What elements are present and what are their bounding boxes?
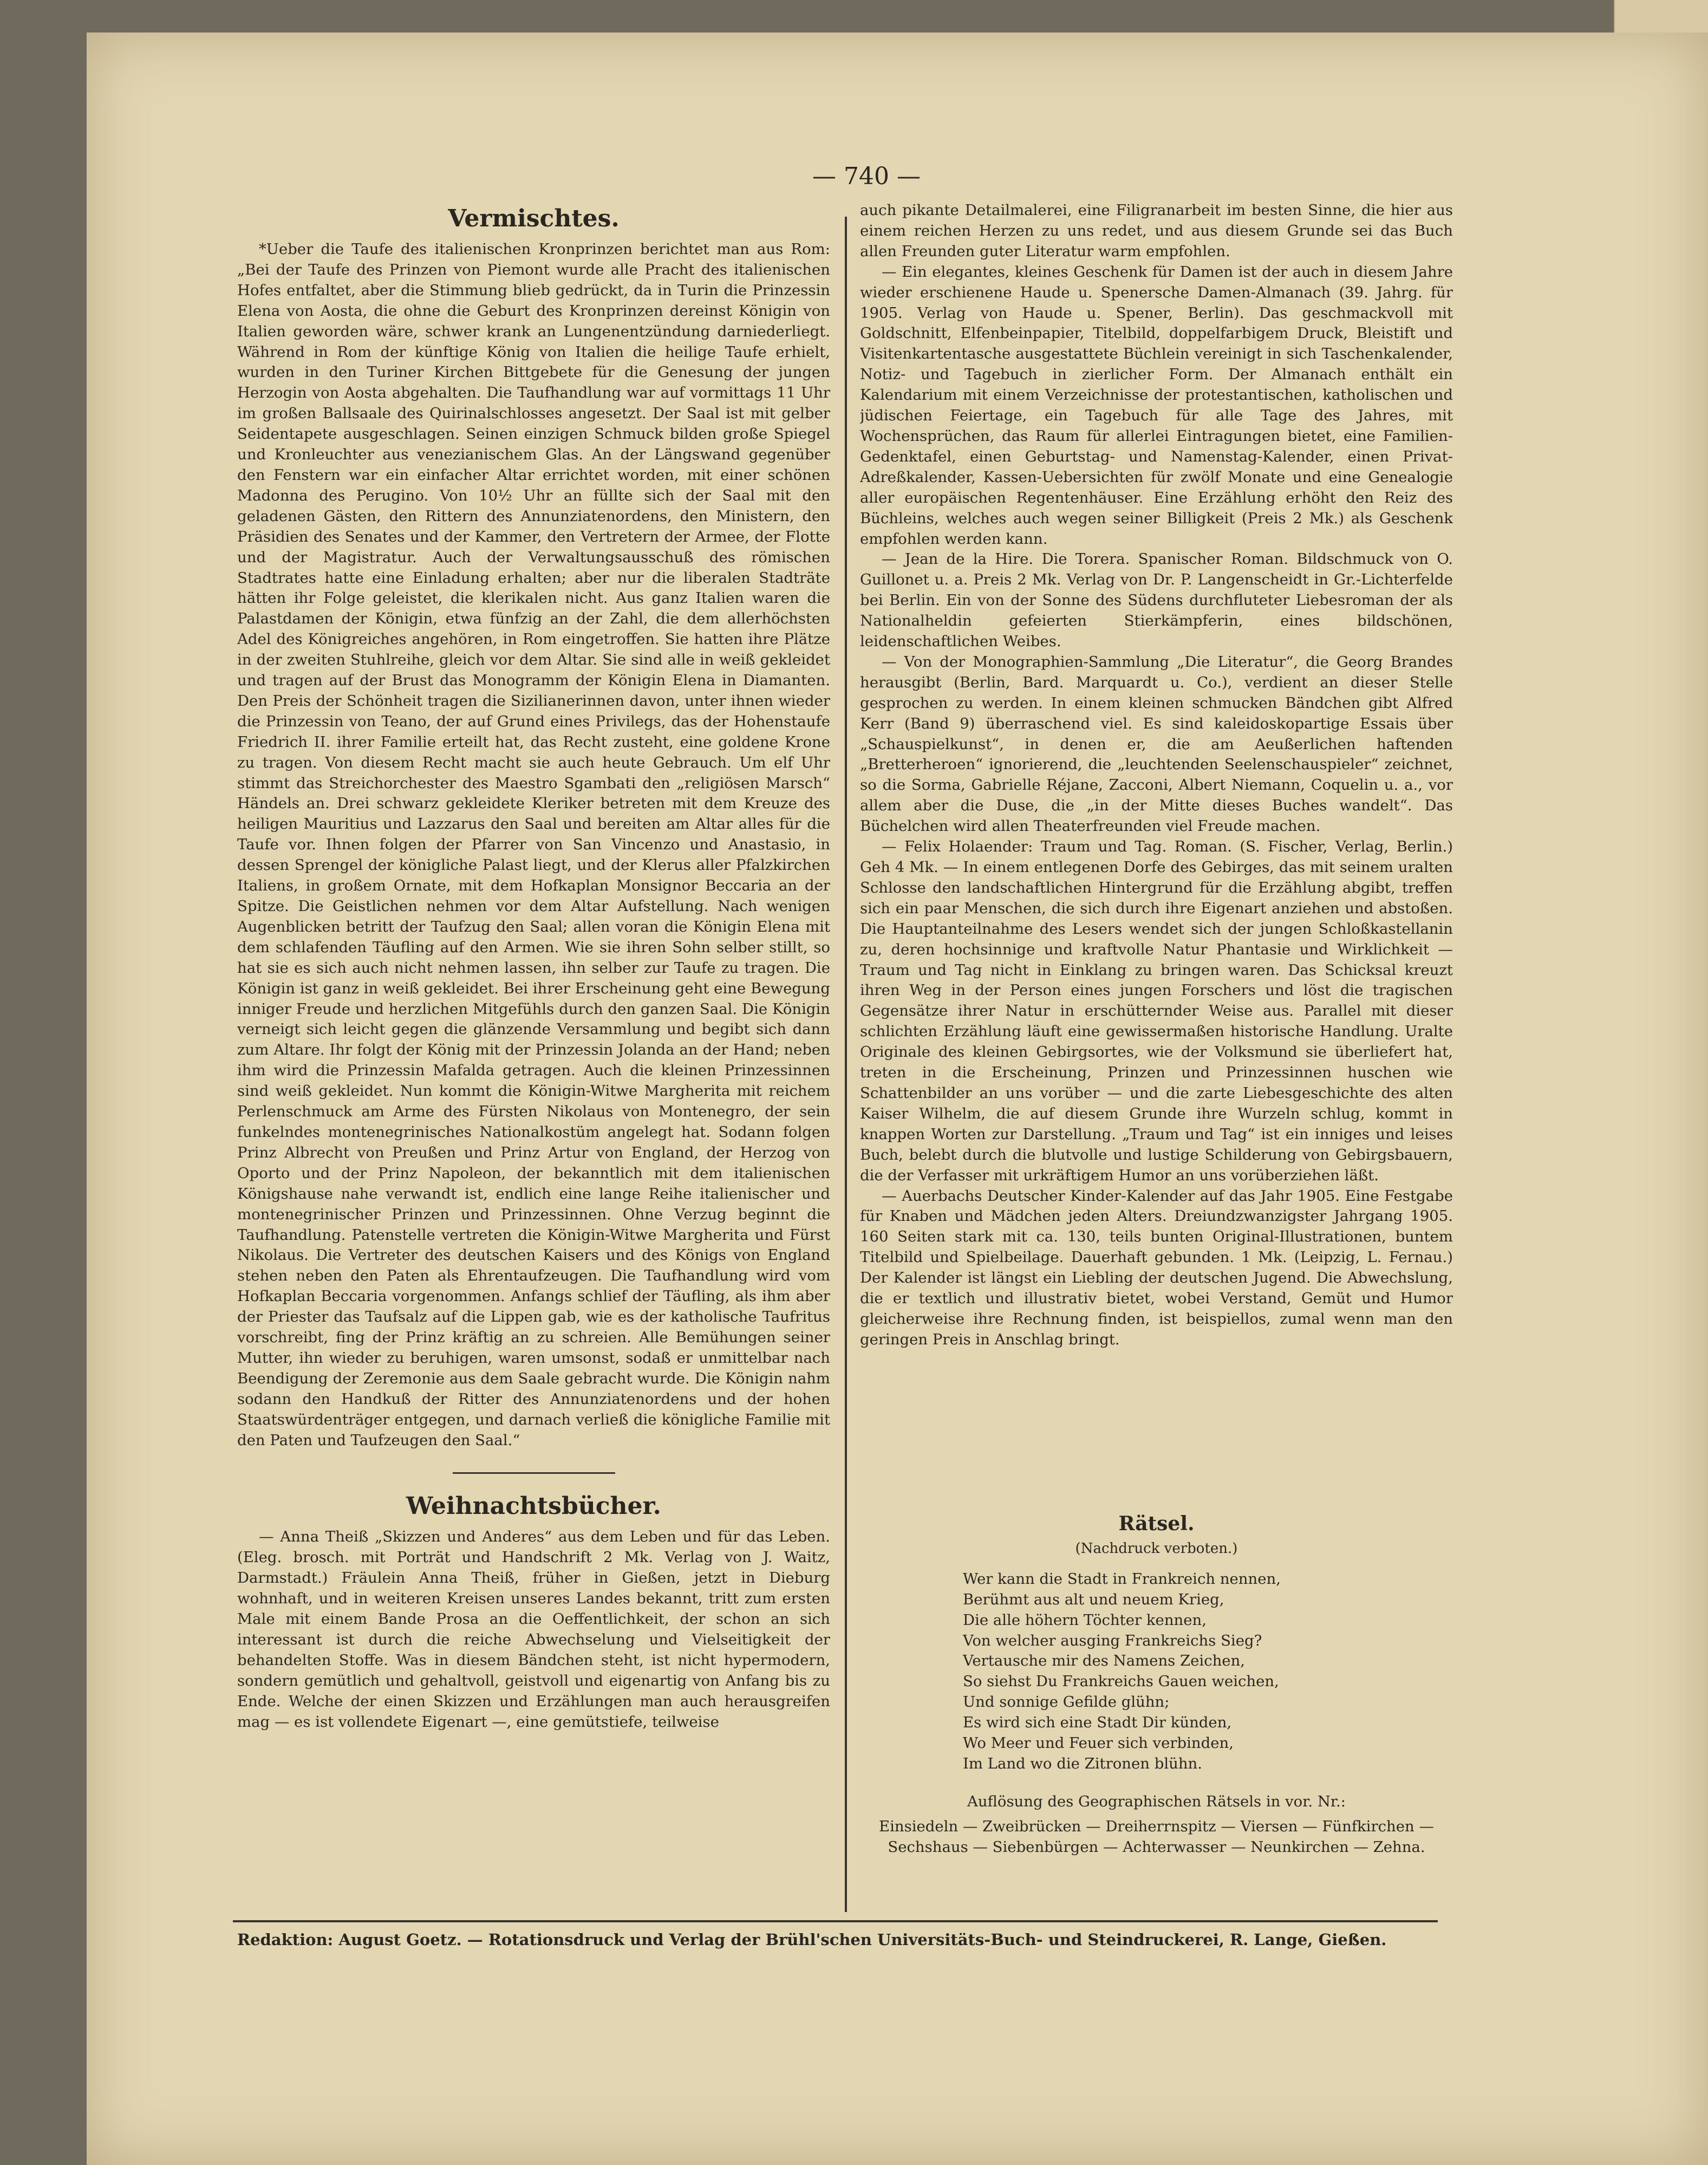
raetsel-title: Rätsel. [1118,1512,1195,1535]
section-heading-vermischtes: Vermischtes. [448,205,620,232]
verse-line: Es wird sich eine Stadt Dir künden, [963,1714,1232,1732]
article-taufe: *Ueber die Taufe des italienischen Kronprinzen berichtet man aus Rom: „Bei der Taufe des Prinzen von Piemont wurde alle Pracht des italienischen Hofes entfaltet, aber die Stimmung blieb gedrückt, da in Turin die Prinzessin Elena von Aosta, die ohne die Geburt des Kronprinzen dereinst Königin von Italien geworden wäre, schwer krank an Lungenentzündung darniederliegt. Während in Rom der künftige König von Italien die heilige Taufe erhielt, wurden in den Turiner Kirchen Bittgebete für die Genesung der jungen Herzogin von Aosta abgehalten. Die Taufhandlung war auf vormittags 11 Uhr im großen Ballsaale des Quirinalschlosses angesetzt. Der Saal ist mit gelber Seidentapete ausgeschlagen. Seinen einzigen Schmuck bilden große Spiegel und Kronleuchter aus venezianischem Glas. An der Längswand gegenüber den Fenstern war ein einfacher Altar errichtet worden, mit einer schönen Madonna des Perugino. Von 10½ Uhr an füllte sich der Saal mit den geladenen Gästen, den Rittern des Annunziatenordens, den Ministern, den Präsidien des Senates und der Kammer, den Vertretern der Armee, der Flotte und der Magistratur. Auch der Verwaltungsausschuß des römischen Stadtrates hatte eine Einladung erhalten; aber nur die liberalen Stadträte hätten ihr Folge geleistet, die klerikalen nicht. Aus ganz Italien waren die Palastdamen der Königin, etwa fünfzig an der Zahl, die dem allerhöchsten Adel des Königreiches angehören, in Rom eingetroffen. Sie hatten ihre Plätze in der zweiten Stuhlreihe, gleich vor dem Altar. Sie sind alle in weiß gekleidet und tragen auf der Brust das Monogramm der Königin Elena in Diamanten. Den Preis der Schönheit tragen die Sizilianerinnen davon, unter ihnen wieder die Prinzessin von Teano, der auf Grund eines Privilegs, das der Hohenstaufe Friedrich II. ihrer Familie erteilt hat, das Recht zusteht, eine goldene Krone zu tragen. Von diesem Recht macht sie auch heute Gebrauch. Um elf Uhr stimmt das Streichorchester des Maestro Sgambati den „religiösen Marsch“ Händels an. Drei schwarz gekleidete Kleriker betreten mit dem Kreuze des heiligen Mauritius und Lazzarus den Saal und bereiten am Altar alles für die Taufe vor. Ihnen folgen der Pfarrer von San Vincenzo und Anastasio, in dessen Sprengel der königliche Palast liegt, und der Klerus aller Pfalzkirchen Italiens, in großem Ornate, mit dem Hofkaplan Monsignor Beccaria an der Spitze. Die Geistlichen nehmen vor dem Altar Aufstellung. Nach wenigen Augenblicken betritt der Taufzug den Saal; allen voran die Königin Elena mit dem schlafenden Täufling auf den Armen. Wie sie ihren Sohn selber stillt, so hat sie es sich auch nicht nehmen lassen, ihn selber zur Taufe zu tragen. Die Königin ist ganz in weiß gekleidet. Bei ihrer Erscheinung geht eine Bewegung inniger Freude und herzlichen Mitgefühls durch den ganzen Saal. Die Königin verneigt sich leicht gegen die glänzende Versammlung und begibt sich dann zum Altare. Ihr folgt der König mit der Prinzessin Jolanda an der Hand; neben ihm wird die Prinzessin Mafalda getragen. Auch die kleinen Prinzessinnen sind weiß gekleidet. Nun kommt die Königin-Witwe Margherita mit reichem Perlenschmuck am Arme des Fürsten Nikolaus von Montenegro, der sein funkelndes montenegrinisches Nationalkostüm angelegt hat. Sodann folgen Prinz Albrecht von Preußen und Prinz Artur von England, der Herzog von Oporto und der Prinz Napoleon, der bekanntlich mit dem italienischen Königshause nahe verwandt ist, endlich eine lange Reihe italienischer und montenegrinischer Prinzen und Prinzessinnen. Ohne Verzug beginnt die Taufhandlung. Patenstelle vertreten die Königin-Witwe Margherita und Fürst Nikolaus. Die Vertreter des deutschen Kaisers und des Königs von England stehen neben den Paten als Ehrentaufzeugen. Die Taufhandlung wird vom Hofkaplan Beccaria vorgenommen. Anfangs schlief der Täufling, als ihm aber der Priester das Taufsalz auf die Lippen gab, wie es der katholische Taufritus vorschreibt, fing der Prinz kräftig an zu schreien. Alle Bemühungen seiner Mutter, ihn wieder zu beruhigen, waren umsonst, sodaß er unmittelbar nach Beendigung der Zeremonie aus dem Saale gebracht wurde. Die Königin nahm sodann den Handkuß der Ritter des Annunziatenordens und der hohen Staatswürdenträger entgegen, und darnach verließ die königliche Familie mit den Paten und Taufzeugen den Saal.“ [237,240,830,1449]
verse-line: Berühmt aus alt und neuem Krieg, [963,1590,1224,1608]
raetsel-section [860,1514,1453,1915]
verse-line: Wer kann die Stadt in Frankreich nennen, [963,1570,1281,1588]
verse-line: Und sonnige Gefilde glühn; [963,1693,1170,1711]
right-column [860,200,1453,1517]
verse-line: So siehst Du Frankreichs Gauen weichen, [963,1673,1279,1691]
left-column [237,200,830,1907]
review-die-torera: — Jean de la Hire. Die Torera. Spanischer Roman. Bildschmuck von O. Guillonet u. a. Preis 2 Mk. Verlag von Dr. P. Langenscheidt in Gr.-Lichterfelde bei Berlin. Ein von der Sonne des Südens durchfluteter Liebesroman der als Nationalheldin gefeierten Stierkämpferin, eines bildschönen, leidenschaftlichen Weibes. [860,550,1453,651]
verse-line: Wo Meer und Feuer sich verbinden, [963,1734,1234,1752]
verse-line: Vertausche mir des Namens Zeichen, [963,1652,1246,1670]
review-damen-almanach: — Ein elegantes, kleines Geschenk für Damen ist der auch in diesem Jahre wieder erschienene Haude u. Spenersche Damen-Almanach (39. Jahrg. für 1905. Verlag von Haude u. Spener, Berlin). Das geschmackvoll mit Goldschnitt, Elfenbeinpapier, Titelbild, doppelfarbigem Druck, Bleistift und Visitenkartentasche ausgestattete Büchlein vereinigt in sich Taschenkalender, Notiz- und Tagebuch in zierlicher Form. Der Almanach enthält ein Kalendarium mit einem Verzeichnisse der protestantischen, katholischen und jüdischen Feiertage, ein Tagebuch für alle Tage des Jahres, mit Wochensprüchen, das Raum für allerlei Eintragungen bietet, eine Familien-Gedenktafel, einen Geburtstag- und Namenstag-Kalender, einen Privat-Adreßkalender, Kassen-Uebersichten für zwölf Monate und eine Genealogie aller europäischen Regentenhäuser. Eine Erzählung erhöht den Reiz des Büchleins, welches auch wegen seiner Billigkeit (Preis 2 Mk.) als Geschenk empfohlen werden kann. [860,263,1453,548]
footer-rule [233,1920,1438,1922]
raetsel-note: (Nachdruck verboten.) [1075,1540,1238,1557]
solution-text: Einsiedeln — Zweibrücken — Dreiherrnspitz — Viersen — Fünfkirchen — Sechshaus — Siebenbürgen — Achterwasser — Neunkirchen — Zehna. [879,1817,1434,1856]
section-heading-weihnachtsbuecher: Weihnachtsbücher. [406,1492,661,1520]
imprint-line: Redaktion: August Goetz. — Rotationsdruck und Verlag der Brühl'schen Universitäts-Buch- und Steindruckerei, R. Lange, Gießen. [237,1930,1387,1949]
section-divider [453,1472,615,1474]
review-anna-theiss: — Anna Theiß „Skizzen und Anderes“ aus dem Leben und für das Leben. (Eleg. brosch. mit Porträt und Handschrift 2 Mk. Verlag von J. Waitz, Darmstadt.) Fräulein Anna Theiß, früher in Gießen, jetzt in Dieburg wohnhaft, und in weiteren Kreisen unseres Landes bekannt, tritt zum ersten Male mit einem Bande Prosa an die Oeffentlichkeit, der schon an sich interessant ist durch die reiche Abwechselung und Vielseitigkeit der behandelten Stoffe. Was in diesem Bändchen steht, ist nicht hypermodern, sondern gemütlich und gehaltvoll, geistvoll und eigenartig von Anfang bis zu Ende. Welche der einen Skizzen und Erzählungen man auch herausgreifen mag — es ist vollendete Eigenart —, eine gemütstiefe, teilweise [237,1528,830,1731]
column-rule [845,217,847,1912]
review-traum-und-tag: — Felix Holaender: Traum und Tag. Roman. (S. Fischer, Verlag, Berlin.) Geh 4 Mk. — In einem entlegenen Dorfe des Gebirges, das mit seinem uralten Schlosse den landschaftlichen Hintergrund für die Erzählung abgibt, treffen sich ein paar Menschen, die sich durch ihre Eigenart anziehen und abstoßen. Die Hauptanteilnahme des Lesers wendet sich der jungen Schloßkastellanin zu, deren hochsinnige und kraftvolle Natur Phantasie und Wirklichkeit — Traum und Tag nicht in Einklang zu bringen waren. Das Schicksal kreuzt ihren Weg in der Person eines jungen Forschers und löst die tragischen Gegensätze ihrer Natur in erschütternder Weise aus. Parallel mit dieser schlichten Erzählung läuft eine gewissermaßen historische Handlung. Uralte Originale des kleinen Gebirgsortes, wie der Volksmund sie überliefert hat, treten in die Erscheinung, Prinzen und Prinzessinnen huschen wie Schattenbilder an uns vorüber — und die zarte Liebesgeschichte des alten Kaiser Wilhelm, die auf diesem Grunde ihre Wurzeln schlug, kommt in knappen Worten zur Darstellung. „Traum und Tag“ ist ein inniges und leises Buch, belebt durch die blutvolle und lustige Schilderung von Gebirgsbauern, die der Verfasser mit urkräftigem Humor an uns vorüberziehen läßt. [860,838,1453,1184]
verse-line: Die alle höhern Töchter kennen, [963,1611,1207,1629]
review-die-literatur: — Von der Monographien-Sammlung „Die Literatur“, die Georg Brandes herausgibt (Berlin, Bard. Marquardt u. Co.), verdient an dieser Stelle gesprochen zu werden. In einem kleinen schmucken Bändchen gibt Alfred Kerr (Band 9) überraschend viel. Es sind kaleidoskopartige Essais über „Schauspielkunst“, in denen er, die am Aeußerlichen haftenden „Bretterheroen“ ignorierend, die „leuchtenden Seelenschauspieler“ zeichnet, so die Sorma, Gabrielle Réjane, Zacconi, Albert Niemann, Coquelin u. a., vor allem aber die Duse, die „in der Mitte dieses Buches wandelt“. Das Büchelchen wird allen Theaterfreunden viel Freude machen. [860,653,1453,835]
raetsel-verse [963,1569,1453,1774]
verse-line: Von welcher ausging Frankreichs Sieg? [963,1631,1262,1649]
review-anna-theiss-continued: auch pikante Detailmalerei, eine Filigranarbeit im besten Sinne, die hier aus einem reichen Herzen zu uns redet, und aus diesem Grunde sei das Buch allen Freunden guter Literatur warm empfohlen. [860,201,1453,260]
page-number: — 740 — [812,162,921,190]
solution-heading: Auflösung des Geographischen Rätsels in vor. Nr.: [967,1792,1346,1810]
review-kinder-kalender: — Auerbachs Deutscher Kinder-Kalender auf das Jahr 1905. Eine Festgabe für Knaben und Mädchen jeden Alters. Dreiundzwanzigster Jahrgang 1905. 160 Seiten stark mit ca. 130, teils bunten Original-Illustrationen, buntem Titelbild und Spielbeilage. Dauerhaft gebunden. 1 Mk. (Leipzig, L. Fernau.) Der Kalender ist längst ein Liebling der deutschen Jugend. Die Abwechslung, die er textlich und illustrativ bietet, wobei Verstand, Gemüt und Humor gleicherweise ihre Rechnung finden, ist beispiellos, zumal wenn man den geringen Preis in Anschlag bringt. [860,1187,1453,1348]
verse-line: Im Land wo die Zitronen blühn. [963,1754,1203,1772]
